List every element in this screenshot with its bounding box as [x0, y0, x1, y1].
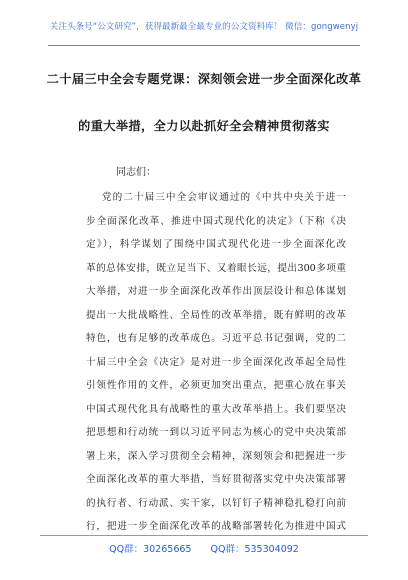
body-line: 提出一大批战略性、全局性的改革举措，既有鲜明的改革	[86, 309, 346, 321]
footer-contact	[0, 541, 408, 555]
body-line: 行，把进一步全面深化改革的战略部署转化为推进中国式	[86, 521, 346, 532]
body-line: 定》），科学谋划了围绕中国式现代化进一步全面深化改	[86, 239, 346, 250]
body-line: 特色，也有足够的改革成色。习近平总书记强调，党的二	[86, 333, 346, 344]
body-line: 全面深化改革的重大举措，当好贯彻落实党中央决策部署	[86, 474, 346, 485]
footer-qq-group-1: QQ群：30265665	[109, 544, 192, 555]
body-line: 党的二十届三中全会审议通过的《中共中央关于进一	[102, 192, 346, 203]
greeting: 同志们：	[116, 167, 156, 178]
header-divider	[48, 45, 360, 46]
body-line: 中国式现代化具有战略性的重大改革举措上。我们要坚决	[86, 403, 346, 415]
body-line: 十届三中全会《决定》是对进一步全面深化改革起全局性	[86, 356, 346, 368]
body-line: 大举措，对进一步全面深化改革作出顶层设计和总体谋划	[86, 286, 346, 297]
footer-qq-group-2: QQ群：535304092	[210, 544, 299, 555]
body-line: 革的总体安排，既立足当下、又着眼长远，提出300多项重	[86, 262, 346, 274]
footer-divider	[40, 535, 368, 536]
body-line: 把思想和行动统一到以习近平同志为核心的党中央决策部	[86, 427, 346, 438]
body-line: 引领性作用的文件，必须更加突出重点，把重心放在事关	[86, 380, 346, 391]
body-line: 的执行者、行动派、实干家，以钉钉子精神稳扎稳打向前	[86, 497, 346, 509]
document-title-line-1: 二十届三中全会专题党课：深刻领会进一步全面深化改革	[46, 72, 362, 86]
document-title-line-2: 的重大举措，全力以赴抓好全会精神贯彻落实	[78, 119, 330, 133]
header-promo: 关注头条号“公文研究”，获得最新最全最专业的公文资料库！ 微信：gongwenyj	[49, 22, 359, 32]
body-line: 署上来，深入学习贯彻全会精神，深刻领会和把握进一步	[86, 450, 346, 462]
body-line: 步全面深化改革、推进中国式现代化的决定》（下称《决	[86, 215, 346, 227]
